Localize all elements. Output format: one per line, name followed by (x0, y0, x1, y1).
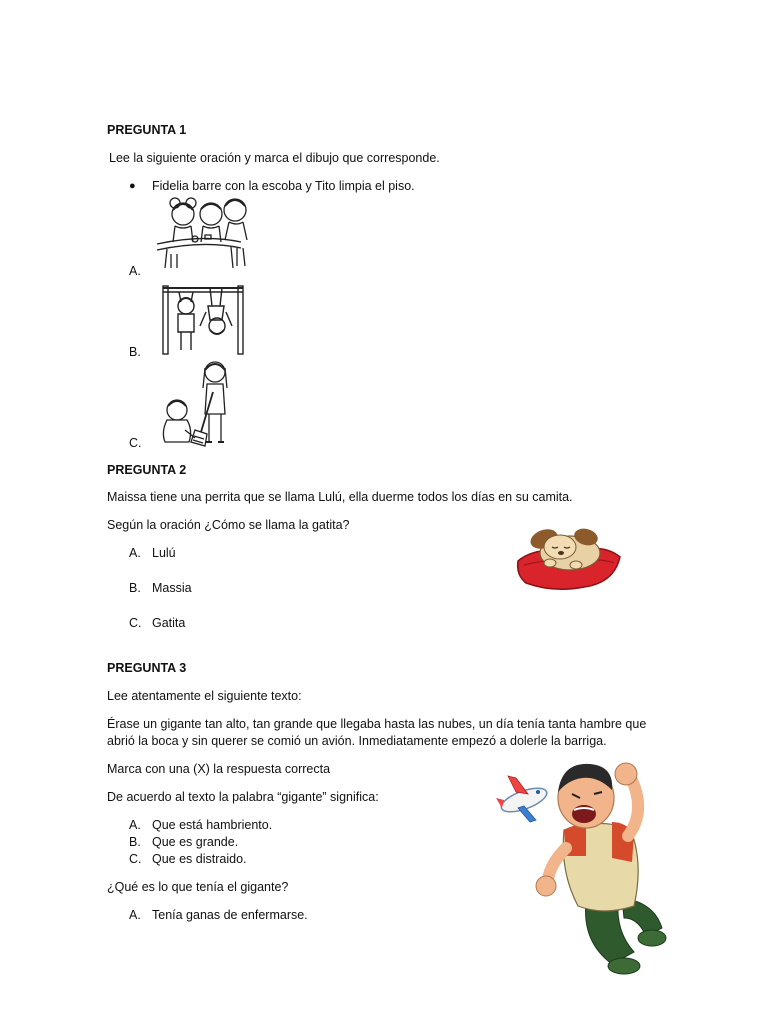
giant-boy-airplane-image (494, 752, 674, 984)
q3-q1-option-c-letter[interactable]: C. (129, 852, 142, 866)
q3-heading: PREGUNTA 3 (107, 661, 187, 675)
q2-option-a-letter[interactable]: A. (129, 546, 141, 560)
q3-q1-option-a-text[interactable]: Que está hambriento. (152, 818, 273, 832)
sleeping-puppy-image (514, 513, 622, 595)
q1-option-c-letter[interactable]: C. (129, 436, 142, 450)
q1-option-a-letter[interactable]: A. (129, 264, 141, 278)
q2-option-b-letter[interactable]: B. (129, 581, 141, 595)
q3-q2-option-a-letter[interactable]: A. (129, 908, 141, 922)
q1-heading: PREGUNTA 1 (107, 123, 187, 137)
q3-q1-option-c-text[interactable]: Que es distraido. (152, 852, 247, 866)
q3-passage-line-2: abrió la boca y sin querer se comió un avión. Inmediatamente empezó a dolerle la barriga. (107, 734, 607, 748)
q2-option-b-text[interactable]: Massia (152, 581, 192, 595)
q1-option-a-image[interactable] (153, 194, 253, 272)
q2-heading: PREGUNTA 2 (107, 463, 187, 477)
q2-option-c-letter[interactable]: C. (129, 616, 142, 630)
q2-option-c-text[interactable]: Gatita (152, 616, 186, 630)
airplane-icon (496, 776, 550, 822)
q3-q1-option-a-letter[interactable]: A. (129, 818, 141, 832)
q2-option-a-text[interactable]: Lulú (152, 546, 176, 560)
q3-q2-option-a-text[interactable]: Tenía ganas de enfermarse. (152, 908, 308, 922)
q3-q1-option-b-text[interactable]: Que es grande. (152, 835, 239, 849)
q1-option-c-image[interactable] (155, 358, 235, 448)
q3-question-1: De acuerdo al texto la palabra “gigante” significa: (107, 790, 379, 804)
q1-option-b-image[interactable] (160, 282, 246, 356)
q3-intro: Lee atentamente el siguiente texto: (107, 689, 302, 703)
q1-sentence: Fidelia barre con la escoba y Tito limpia el piso. (152, 179, 415, 193)
q2-question: Según la oración ¿Cómo se llama la gatita? (107, 518, 350, 532)
q3-passage-line-1: Érase un gigante tan alto, tan grande que llegaba hasta las nubes, un día tenía tanta hambre que (107, 717, 647, 731)
q1-bullet: ● (129, 180, 136, 192)
q3-instruction: Marca con una (X) la respuesta correcta (107, 762, 331, 776)
q3-q1-option-b-letter[interactable]: B. (129, 835, 141, 849)
q2-text: Maissa tiene una perrita que se llama Lulú, ella duerme todos los días en su camita. (107, 490, 573, 504)
q3-question-2: ¿Qué es lo que tenía el gigante? (107, 880, 289, 894)
q1-instruction: Lee la siguiente oración y marca el dibujo que corresponde. (109, 151, 440, 165)
q1-option-b-letter[interactable]: B. (129, 345, 141, 359)
